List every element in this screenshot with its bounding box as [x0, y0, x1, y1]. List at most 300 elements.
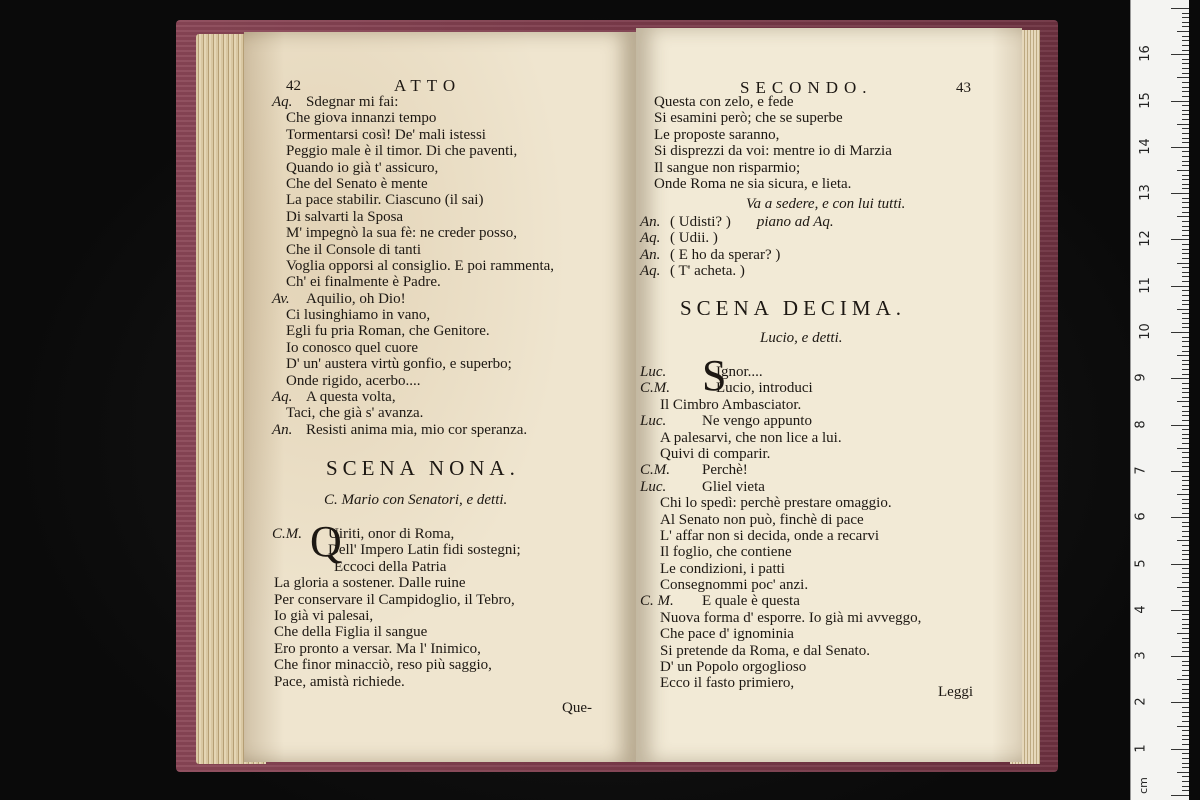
verse-text: Voglia opporsi al consiglio. E poi rammenta,: [286, 257, 555, 274]
ruler-tick: [1182, 133, 1189, 134]
verse-text: Taci, che già s' avanza.: [286, 405, 424, 422]
ruler-tick: [1182, 346, 1189, 347]
ruler-tick: [1182, 295, 1189, 296]
verse-text: Le condizioni, i patti: [660, 560, 785, 577]
speaker-label: C.M.: [640, 462, 670, 479]
ruler-tick: [1182, 614, 1189, 615]
verse-text: Ecco il fasto primiero,: [660, 675, 795, 692]
ruler-number: 15: [1137, 91, 1153, 109]
verse-text: Ci lusinghiamo in vano,: [286, 307, 431, 324]
ruler-tick: [1182, 531, 1189, 532]
verse-text: Si disprezzi da voi: mentre io di Marzia: [654, 143, 892, 160]
ruler-tick: [1182, 665, 1189, 666]
left-page: [244, 32, 636, 762]
verse-line: [640, 643, 921, 659]
ruler-tick: [1182, 110, 1189, 111]
verse-text: Il foglio, che contiene: [660, 544, 792, 561]
ruler-tick: [1171, 147, 1189, 148]
ruler-tick: [1182, 253, 1189, 254]
ruler-tick: [1182, 536, 1189, 537]
ruler-tick: [1182, 712, 1189, 713]
verse-text: Io già vi palesai,: [274, 607, 374, 624]
ruler-tick: [1182, 489, 1189, 490]
ruler-tick: [1177, 494, 1189, 495]
ruler-tick: [1182, 327, 1189, 328]
ruler-tick: [1182, 105, 1189, 106]
ruler-tick: [1182, 601, 1189, 602]
scene-decima-text-block: [640, 364, 921, 692]
verse-text: Egli fu pria Roman, che Genitore.: [286, 323, 490, 340]
stage-direction: Va a sedere, e con lui tutti.: [746, 196, 906, 212]
ruler-tick: [1177, 31, 1189, 32]
verse-line: [654, 110, 892, 126]
ruler-tick: [1182, 767, 1189, 768]
speaker-label: Luc.: [640, 413, 667, 430]
drop-cap-q: Q: [310, 517, 342, 566]
verse-line: [272, 405, 554, 421]
ruler-tick: [1182, 175, 1189, 176]
speaker-label: Aq.: [272, 389, 293, 406]
ruler-tick: [1182, 198, 1189, 199]
ruler-tick: [1171, 471, 1189, 472]
ruler-tick: [1182, 114, 1189, 115]
verse-text: Al Senato non può, finchè di pace: [660, 511, 864, 528]
ruler-number: 5: [1133, 558, 1149, 568]
ruler-tick: [1182, 716, 1189, 717]
running-header-right: SECONDO.: [740, 78, 873, 97]
ruler-number: 4: [1133, 605, 1149, 614]
ruler-unit-label: cm: [1136, 777, 1150, 794]
ruler-number: 11: [1137, 276, 1153, 294]
ruler-tick: [1182, 36, 1189, 37]
ruler-tick: [1182, 638, 1189, 639]
verse-text: Questa con zelo, e fede: [654, 94, 794, 110]
verse-line: [272, 340, 554, 356]
verse-line: [654, 143, 892, 159]
ruler-tick: [1182, 374, 1189, 375]
verse-text: Eccoci della Patria: [334, 558, 447, 575]
ruler-tick: [1182, 503, 1189, 504]
ruler-tick: [1171, 239, 1189, 240]
ruler-tick: [1171, 101, 1189, 102]
left-top-text-block: [272, 94, 554, 438]
ruler-tick: [1182, 26, 1189, 27]
verse-line: [272, 110, 554, 126]
ruler-tick: [1171, 564, 1189, 565]
ruler-tick: [1182, 406, 1189, 407]
verse-line: [272, 323, 554, 339]
ruler-tick: [1182, 758, 1189, 759]
verse-text: Nuova forma d' esporre. Io già mi avveggo,: [660, 609, 922, 626]
verse-text: Si pretende da Roma, e dal Senato.: [660, 642, 870, 659]
verse-text: Consegnommi poc' anzi.: [660, 577, 809, 594]
verse-line: [654, 94, 892, 110]
ruler-tick: [1182, 388, 1189, 389]
scene-decima-title: SCENA DECIMA.: [680, 296, 907, 320]
verse-text: Di salvarti la Sposa: [286, 208, 404, 225]
speaker-label: An.: [640, 246, 661, 263]
ruler-tick: [1182, 267, 1189, 268]
verse-line: [640, 544, 921, 560]
ruler-tick: [1182, 313, 1189, 314]
ruler-tick: [1171, 286, 1189, 287]
ruler-tick: [1182, 188, 1189, 189]
verse-text: M' impegnò la sua fè: ne creder posso,: [286, 225, 517, 242]
scene-nona-subtitle: C. Mario con Senatori, e detti.: [324, 492, 508, 508]
ruler-number: 13: [1137, 184, 1153, 201]
speaker-label: Aq.: [272, 94, 293, 110]
verse-text: Perchè!: [702, 462, 748, 479]
ruler-tick: [1182, 513, 1189, 514]
ruler-tick: [1182, 351, 1189, 352]
verse-text: Aquilio, oh Dio!: [306, 290, 406, 307]
ruler-tick: [1182, 508, 1189, 509]
verse-line: [654, 176, 892, 192]
ruler-tick: [1182, 781, 1189, 782]
ruler-number: 6: [1133, 512, 1149, 521]
ruler-tick: [1171, 656, 1189, 657]
verse-text: La gloria a sostener. Dalle ruine: [274, 575, 466, 592]
ruler-tick: [1177, 726, 1189, 727]
ruler-tick: [1177, 448, 1189, 449]
verse-line: [274, 559, 521, 575]
running-header-left: ATTO: [394, 76, 462, 95]
ruler-tick: [1182, 434, 1189, 435]
verse-line: [272, 160, 554, 176]
verse-text: Tormentarsi così! De' mali istessi: [286, 126, 486, 143]
ruler-tick: [1182, 786, 1189, 787]
ruler-number: 1: [1133, 744, 1149, 753]
verse-text: A questa volta,: [306, 389, 396, 406]
ruler-tick: [1182, 13, 1189, 14]
scene-nona-speaker: C.M.: [272, 526, 302, 542]
ruler-tick: [1182, 573, 1189, 574]
verse-text: Lucio, introduci: [716, 380, 813, 397]
ruler-tick: [1177, 679, 1189, 680]
speaker-label: Aq.: [640, 263, 661, 280]
verse-line: [640, 214, 834, 230]
ruler-tick: [1182, 128, 1189, 129]
ruler-tick: [1182, 22, 1189, 23]
ruler-tick: [1171, 749, 1189, 750]
verse-line: [272, 274, 554, 290]
ruler-tick: [1182, 730, 1189, 731]
ruler-tick: [1182, 221, 1189, 222]
right-top-text-block: [654, 94, 892, 192]
ruler-tick: [1182, 276, 1189, 277]
verse-text: Peggio male è il timor. Di che paventi,: [286, 143, 518, 160]
verse-text: Che pace d' ignominia: [660, 626, 794, 643]
ruler-tick: [1171, 332, 1189, 333]
ruler-tick: [1182, 161, 1189, 162]
verse-line: [640, 247, 834, 263]
verse-line: [274, 674, 521, 690]
ruler-tick: [1182, 138, 1189, 139]
ruler-tick: [1182, 318, 1189, 319]
ruler-tick: [1182, 207, 1189, 208]
verse-line: [654, 160, 892, 176]
verse-line: [640, 495, 921, 511]
ruler-tick: [1171, 54, 1189, 55]
ruler-tick: [1177, 587, 1189, 588]
verse-line: [274, 624, 521, 640]
ruler-tick: [1182, 82, 1189, 83]
ruler-tick: [1171, 517, 1189, 518]
ruler-tick: [1182, 776, 1189, 777]
measurement-ruler: [1130, 0, 1189, 800]
aside-direction: piano ad Aq.: [756, 214, 834, 230]
ruler-tick: [1182, 249, 1189, 250]
verse-text: Si esamini però; che se superbe: [654, 110, 843, 127]
speaker-label: Av.: [272, 290, 290, 307]
verse-text: Il Cimbro Ambasciator.: [660, 396, 802, 413]
scene-nona-title: SCENA NONA.: [326, 456, 520, 480]
ruler-number: 12: [1137, 230, 1153, 248]
verse-line: [272, 127, 554, 143]
speaker-label: Luc.: [640, 478, 667, 495]
ruler-number: 8: [1133, 419, 1149, 429]
ruler-tick: [1182, 383, 1189, 384]
verse-text: Ne vengo appunto: [702, 413, 812, 430]
verse-line: [640, 413, 921, 429]
verse-text: Pace, amistà richiede.: [274, 673, 405, 690]
ruler-tick: [1177, 77, 1189, 78]
ruler-tick: [1182, 96, 1189, 97]
verse-line: [274, 542, 521, 558]
ruler-tick: [1182, 476, 1189, 477]
verse-text: ( Udii. ): [670, 230, 718, 247]
ruler-tick: [1182, 619, 1189, 620]
ruler-tick: [1182, 63, 1189, 64]
speaker-label: An.: [272, 421, 293, 438]
verse-line: [272, 192, 554, 208]
ruler-tick: [1182, 684, 1189, 685]
verse-text: D' un' austera virtù gonfio, e superbo;: [286, 356, 512, 373]
verse-text: Uiriti, onor di Roma,: [328, 526, 455, 542]
verse-text: ( T' acheta. ): [670, 263, 745, 280]
ruler-tick: [1182, 304, 1189, 305]
ruler-tick: [1171, 378, 1189, 379]
verse-line: [640, 230, 834, 246]
ruler-tick: [1182, 452, 1189, 453]
ruler-tick: [1182, 744, 1189, 745]
ruler-tick: [1182, 91, 1189, 92]
ruler-tick: [1182, 184, 1189, 185]
verse-text: Ignor....: [716, 364, 763, 380]
verse-line: [640, 593, 921, 609]
verse-line: [640, 610, 921, 626]
ruler-tick: [1182, 397, 1189, 398]
ruler-tick: [1182, 156, 1189, 157]
verse-text: Che del Senato è mente: [286, 175, 428, 192]
catchword-right: Leggi: [938, 684, 973, 700]
ruler-tick: [1182, 17, 1189, 18]
verse-line: [274, 575, 521, 591]
ruler-tick: [1182, 605, 1189, 606]
ruler-tick: [1182, 707, 1189, 708]
scene-nona-text-block: [274, 526, 521, 690]
ruler-tick: [1182, 443, 1189, 444]
ruler-tick: [1182, 73, 1189, 74]
ruler-tick: [1182, 753, 1189, 754]
verse-line: [272, 176, 554, 192]
ruler-tick: [1177, 216, 1189, 217]
verse-text: Per conservare il Campidoglio, il Tebro,: [274, 591, 515, 608]
ruler-tick: [1182, 577, 1189, 578]
verse-line: [640, 659, 921, 675]
right-dialog-block: [640, 214, 834, 280]
ruler-tick: [1182, 554, 1189, 555]
ruler-tick: [1182, 559, 1189, 560]
verse-line: [640, 397, 921, 413]
ruler-number: 9: [1133, 373, 1149, 382]
ruler-tick: [1182, 485, 1189, 486]
ruler-tick: [1177, 772, 1189, 773]
ruler-tick: [1171, 702, 1189, 703]
verse-text: Onde rigido, acerbo....: [286, 372, 421, 389]
ruler-tick: [1182, 647, 1189, 648]
ruler-tick: [1182, 790, 1189, 791]
verse-text: A palesarvi, che non lice a lui.: [660, 429, 842, 446]
ruler-tick: [1182, 50, 1189, 51]
ruler-tick: [1182, 642, 1189, 643]
verse-line: [274, 592, 521, 608]
ruler-tick: [1182, 360, 1189, 361]
verse-line: [640, 479, 921, 495]
ruler-tick: [1182, 369, 1189, 370]
ruler-tick: [1182, 670, 1189, 671]
ruler-tick: [1182, 258, 1189, 259]
verse-line: [640, 462, 921, 478]
ruler-tick: [1171, 193, 1189, 194]
verse-text: Ch' ei finalmente è Padre.: [286, 274, 441, 291]
ruler-tick: [1182, 341, 1189, 342]
ruler-tick: [1182, 420, 1189, 421]
verse-line: [640, 364, 921, 380]
ruler-tick: [1182, 739, 1189, 740]
ruler-tick: [1182, 40, 1189, 41]
verse-line: [272, 94, 554, 110]
verse-line: [274, 526, 521, 542]
verse-line: [640, 380, 921, 396]
ruler-tick: [1182, 698, 1189, 699]
ruler-tick: [1182, 693, 1189, 694]
verse-line: [640, 528, 921, 544]
ruler-tick: [1177, 124, 1189, 125]
verse-line: [272, 291, 554, 307]
ruler-tick: [1182, 675, 1189, 676]
catchword-left: Que-: [562, 700, 592, 716]
ruler-tick: [1182, 545, 1189, 546]
ruler-tick: [1182, 142, 1189, 143]
ruler-tick: [1182, 550, 1189, 551]
ruler-tick: [1182, 364, 1189, 365]
scene-decima-subtitle: Lucio, e detti.: [760, 330, 843, 346]
verse-line: [274, 608, 521, 624]
verse-line: [274, 641, 521, 657]
verse-line: [272, 225, 554, 241]
ruler-tick: [1182, 244, 1189, 245]
ruler-tick: [1177, 309, 1189, 310]
verse-text: ( E ho da sperar? ): [670, 246, 781, 263]
ruler-tick: [1182, 151, 1189, 152]
ruler-tick: [1177, 170, 1189, 171]
verse-text: Che della Figlia il sangue: [274, 624, 428, 641]
ruler-tick: [1182, 591, 1189, 592]
verse-line: [640, 512, 921, 528]
verse-text: Quivi di comparir.: [660, 445, 771, 462]
ruler-number: 2: [1133, 697, 1149, 707]
speaker-label: C. M.: [640, 593, 674, 610]
verse-line: [640, 430, 921, 446]
verse-text: Ero pronto a versar. Ma l' Inimico,: [274, 640, 481, 657]
drop-cap-s: S: [702, 351, 727, 400]
ruler-tick: [1182, 59, 1189, 60]
verse-line: [640, 577, 921, 593]
ruler-tick: [1182, 689, 1189, 690]
ruler-tick: [1182, 526, 1189, 527]
verse-text: D' un Popolo orgoglioso: [660, 659, 807, 676]
ruler-tick: [1171, 610, 1189, 611]
verse-line: [272, 373, 554, 389]
ruler-tick: [1182, 628, 1189, 629]
ruler-tick: [1182, 337, 1189, 338]
ruler-tick: [1182, 119, 1189, 120]
speaker-label: Luc.: [640, 364, 667, 380]
ruler-tick: [1182, 281, 1189, 282]
verse-text: E quale è questa: [702, 593, 800, 610]
verse-text: Sdegnar mi fai:: [306, 94, 399, 110]
verse-line: [640, 446, 921, 462]
verse-text: Resisti anima mia, mio cor speranza.: [306, 421, 528, 438]
ruler-tick: [1182, 480, 1189, 481]
ruler-tick: [1182, 499, 1189, 500]
ruler-tick: [1182, 735, 1189, 736]
ruler-tick: [1182, 323, 1189, 324]
verse-text: Chi lo spedì: perchè prestare omaggio.: [660, 495, 892, 512]
ruler-tick: [1182, 661, 1189, 662]
verse-text: L' affar non si decida, onde a recarvi: [660, 527, 879, 544]
ruler-tick: [1182, 462, 1189, 463]
ruler-tick: [1182, 290, 1189, 291]
ruler-tick: [1182, 68, 1189, 69]
ruler-tick: [1182, 272, 1189, 273]
ruler-tick: [1171, 795, 1189, 796]
verse-text: La pace stabilir. Ciascuno (il sai): [286, 192, 484, 209]
ruler-tick: [1182, 202, 1189, 203]
ruler-number: 7: [1133, 466, 1149, 475]
ruler-tick: [1182, 624, 1189, 625]
verse-text: Le proposte saranno,: [654, 126, 780, 143]
ruler-tick: [1182, 596, 1189, 597]
verse-line: [640, 263, 834, 279]
verse-line: [272, 143, 554, 159]
verse-text: Onde Roma ne sia sicura, e lieta.: [654, 175, 852, 192]
ruler-tick: [1182, 300, 1189, 301]
verse-text: ( Udisti? ): [670, 214, 731, 230]
ruler-tick: [1182, 179, 1189, 180]
ruler-tick: [1182, 87, 1189, 88]
verse-line: [272, 258, 554, 274]
verse-line: [272, 422, 554, 438]
ruler-tick: [1182, 226, 1189, 227]
ruler-tick: [1182, 415, 1189, 416]
verse-line: [640, 626, 921, 642]
verse-text: Il sangue non risparmio;: [654, 159, 801, 176]
ruler-number: 3: [1133, 651, 1149, 660]
verse-line: [640, 561, 921, 577]
ruler-tick: [1177, 355, 1189, 356]
